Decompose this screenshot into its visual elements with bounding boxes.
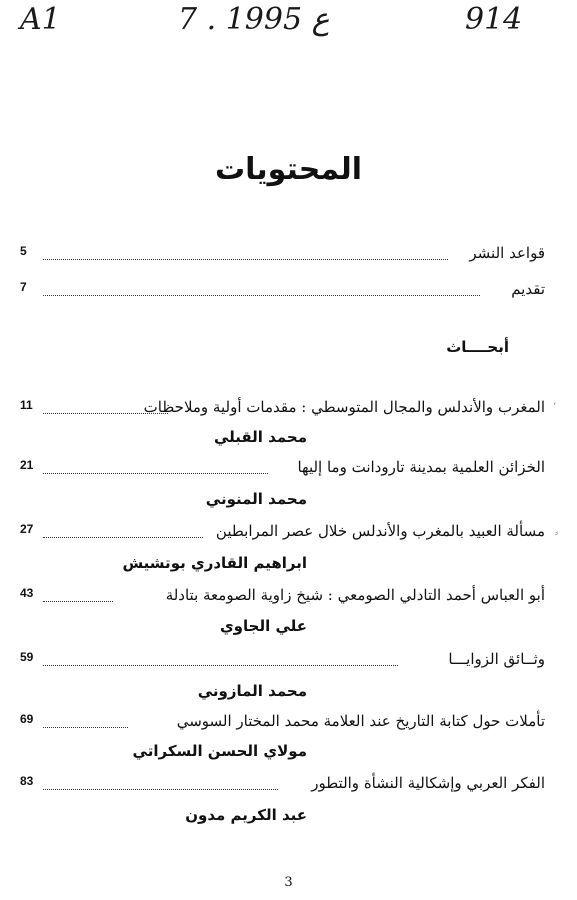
toc-entry-page: 43 <box>20 586 34 600</box>
dot-leader <box>43 473 268 474</box>
toc-entry-title: تقديم <box>511 280 545 298</box>
dot-leader <box>43 537 203 538</box>
toc-entry-title: قواعد النشر <box>469 244 545 262</box>
toc-entry[interactable] <box>20 774 545 798</box>
section-heading: أبحــــاث <box>446 338 509 356</box>
dot-leader <box>43 665 398 666</box>
toc-entry-page: 21 <box>20 458 34 472</box>
scan-speck: ⸗ <box>555 528 559 539</box>
scan-speck: ٬ <box>553 402 557 413</box>
toc-entry[interactable] <box>20 712 545 736</box>
toc-entry-title: أبو العباس أحمد التادلي الصومعي : شيخ زاوية الصومعة بتادلة <box>165 586 545 604</box>
toc-entry[interactable] <box>20 398 545 422</box>
author-name: عبد الكريم مدون <box>185 806 307 824</box>
author-name: محمد المنوني <box>205 490 307 508</box>
toc-entry-page: 5 <box>20 244 27 258</box>
dot-leader <box>43 727 128 728</box>
handwritten-number: 914 <box>465 2 523 37</box>
toc-entry-page: 11 <box>20 398 33 412</box>
dot-leader <box>43 413 168 414</box>
toc-entry-title: الخزائن العلمية بمدينة تارودانت وما إليها <box>297 458 545 476</box>
author-name: محمد القبلي <box>213 428 307 446</box>
dot-leader <box>43 789 278 790</box>
dot-leader <box>43 601 113 602</box>
toc-entry[interactable] <box>20 522 545 546</box>
toc-entry[interactable] <box>20 244 545 268</box>
page-title: المحتويات <box>214 152 362 187</box>
toc-entry-title: وثــائق الزوايـــا <box>448 650 545 668</box>
toc-entry-page: 59 <box>20 650 34 664</box>
toc-entry-page: 27 <box>20 522 34 536</box>
author-name: ابراهيم القادري بوتشيش <box>122 554 307 572</box>
dot-leader <box>43 259 448 260</box>
toc-entry-title: تأملات حول كتابة التاريخ عند العلامة محمد المختار السوسي <box>176 712 545 730</box>
toc-entry-title: الفكر العربي وإشكالية النشأة والتطور <box>311 774 545 792</box>
handwritten-code: A1 <box>20 2 61 37</box>
toc-entry[interactable] <box>20 280 545 304</box>
author-name: علي الجاوي <box>219 617 307 635</box>
toc-entry[interactable] <box>20 586 545 610</box>
toc-entry-page: 83 <box>20 774 34 788</box>
toc-entry-title: مسألة العبيد بالمغرب والأندلس خلال عصر المرابطين <box>215 522 545 540</box>
toc-entry[interactable] <box>20 458 545 482</box>
toc-entry-page: 7 <box>20 280 27 294</box>
author-name: مولاي الحسن السكراتي <box>132 742 307 760</box>
dot-leader <box>43 295 480 296</box>
handwritten-date: 7 . ع 1995 <box>178 2 330 37</box>
author-name: محمد المازوني <box>197 682 307 700</box>
page-number: 3 <box>284 875 293 890</box>
toc-entry[interactable] <box>20 650 545 674</box>
toc-entry-page: 69 <box>20 712 34 726</box>
toc-entry-title: المغرب والأندلس والمجال المتوسطي : مقدمات أولية وملاحظات <box>143 398 545 416</box>
